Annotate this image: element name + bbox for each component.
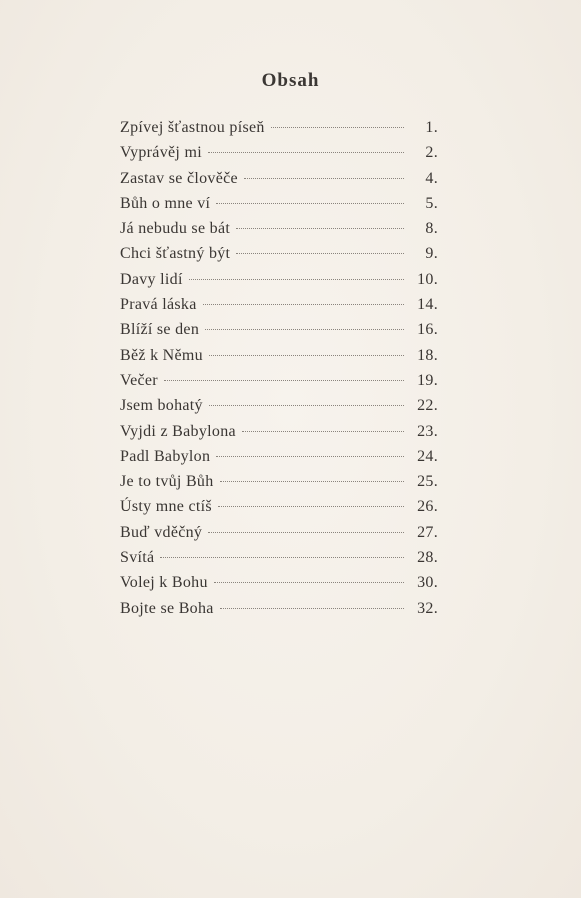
toc-entry-title: Jsem bohatý xyxy=(120,397,203,415)
toc-entry xyxy=(120,448,438,473)
toc-entry-title: Buď vděčný xyxy=(120,523,203,541)
toc-entry-page-number: 8. xyxy=(425,220,438,238)
toc-entry-title: Zpívej šťastnou píseň xyxy=(120,119,265,136)
toc-entry-title: Bojte se Boha xyxy=(120,599,214,617)
toc-entry-title: Bůh o mne ví xyxy=(120,194,211,212)
toc-entry-title: Je to tvůj Bůh xyxy=(120,473,214,491)
table-of-contents xyxy=(120,119,438,625)
toc-entry-title: Padl Babylon xyxy=(120,447,211,465)
dot-leader xyxy=(236,253,404,254)
dot-leader xyxy=(218,506,404,507)
toc-entry-page-number: 27. xyxy=(417,523,438,541)
toc-entry xyxy=(120,119,438,144)
toc-entry-title: Vyjdi z Babylona xyxy=(120,422,236,440)
toc-entry-page-number: 28. xyxy=(417,549,438,567)
toc-entry-page-number: 23. xyxy=(417,422,438,440)
toc-entry xyxy=(120,144,438,169)
toc-entry-title: Svítá xyxy=(120,549,155,567)
dot-leader xyxy=(208,532,404,533)
toc-entry-page-number: 14. xyxy=(417,296,438,314)
toc-entry xyxy=(120,600,438,625)
toc-entry xyxy=(120,574,438,599)
toc-entry-page-number: 25. xyxy=(417,473,438,491)
dot-leader xyxy=(220,481,404,482)
toc-entry-title: Pravá láska xyxy=(120,296,197,314)
dot-leader xyxy=(205,329,404,330)
page-title: Obsah xyxy=(261,70,320,91)
toc-entry-page-number: 18. xyxy=(417,346,438,364)
toc-entry-page-number: 10. xyxy=(417,270,438,288)
toc-entry-page-number: 4. xyxy=(425,169,438,187)
toc-entry xyxy=(120,271,438,296)
toc-entry xyxy=(120,170,438,195)
toc-entry xyxy=(120,195,438,220)
toc-entry-page-number: 22. xyxy=(417,397,438,415)
toc-entry xyxy=(120,549,438,574)
dot-leader xyxy=(244,178,404,179)
toc-entry xyxy=(120,220,438,245)
dot-leader xyxy=(189,279,404,280)
toc-entry xyxy=(120,321,438,346)
dot-leader xyxy=(164,380,404,381)
toc-entry-title: Ústy mne ctíš xyxy=(120,498,212,516)
dot-leader xyxy=(216,456,404,457)
toc-entry-title: Blíží se den xyxy=(120,321,200,339)
dot-leader xyxy=(220,608,404,609)
toc-entry-title: Vyprávěj mi xyxy=(120,144,202,162)
toc-entry-page-number: 24. xyxy=(417,447,438,465)
toc-entry-page-number: 2. xyxy=(425,144,438,162)
toc-entry-title: Davy lidí xyxy=(120,270,183,288)
dot-leader xyxy=(216,203,404,204)
toc-entry xyxy=(120,245,438,270)
toc-entry-page-number: 32. xyxy=(417,599,438,617)
toc-entry-title: Já nebudu se bát xyxy=(120,220,231,238)
toc-entry-page-number: 19. xyxy=(417,371,438,389)
dot-leader xyxy=(209,355,404,356)
dot-leader xyxy=(214,582,404,583)
toc-entry xyxy=(120,347,438,372)
dot-leader xyxy=(160,557,404,558)
toc-entry xyxy=(120,423,438,448)
toc-entry-page-number: 30. xyxy=(417,574,438,592)
toc-entry xyxy=(120,296,438,321)
dot-leader xyxy=(208,152,404,153)
toc-entry-page-number: 1. xyxy=(425,119,438,136)
toc-entry xyxy=(120,524,438,549)
dot-leader xyxy=(271,127,404,128)
toc-entry-page-number: 9. xyxy=(425,245,438,263)
toc-entry xyxy=(120,473,438,498)
dot-leader xyxy=(209,405,404,406)
toc-entry-title: Běž k Němu xyxy=(120,346,203,364)
dot-leader xyxy=(203,304,404,305)
toc-entry-page-number: 26. xyxy=(417,498,438,516)
toc-entry xyxy=(120,498,438,523)
toc-entry-title: Chci šťastný být xyxy=(120,245,231,263)
dot-leader xyxy=(236,228,404,229)
toc-entry xyxy=(120,372,438,397)
toc-entry xyxy=(120,397,438,422)
toc-entry-title: Volej k Bohu xyxy=(120,574,208,592)
toc-entry-page-number: 5. xyxy=(425,194,438,212)
toc-entry-title: Zastav se člověče xyxy=(120,169,238,187)
dot-leader xyxy=(242,431,404,432)
toc-entry-title: Večer xyxy=(120,371,158,389)
toc-entry-page-number: 16. xyxy=(417,321,438,339)
